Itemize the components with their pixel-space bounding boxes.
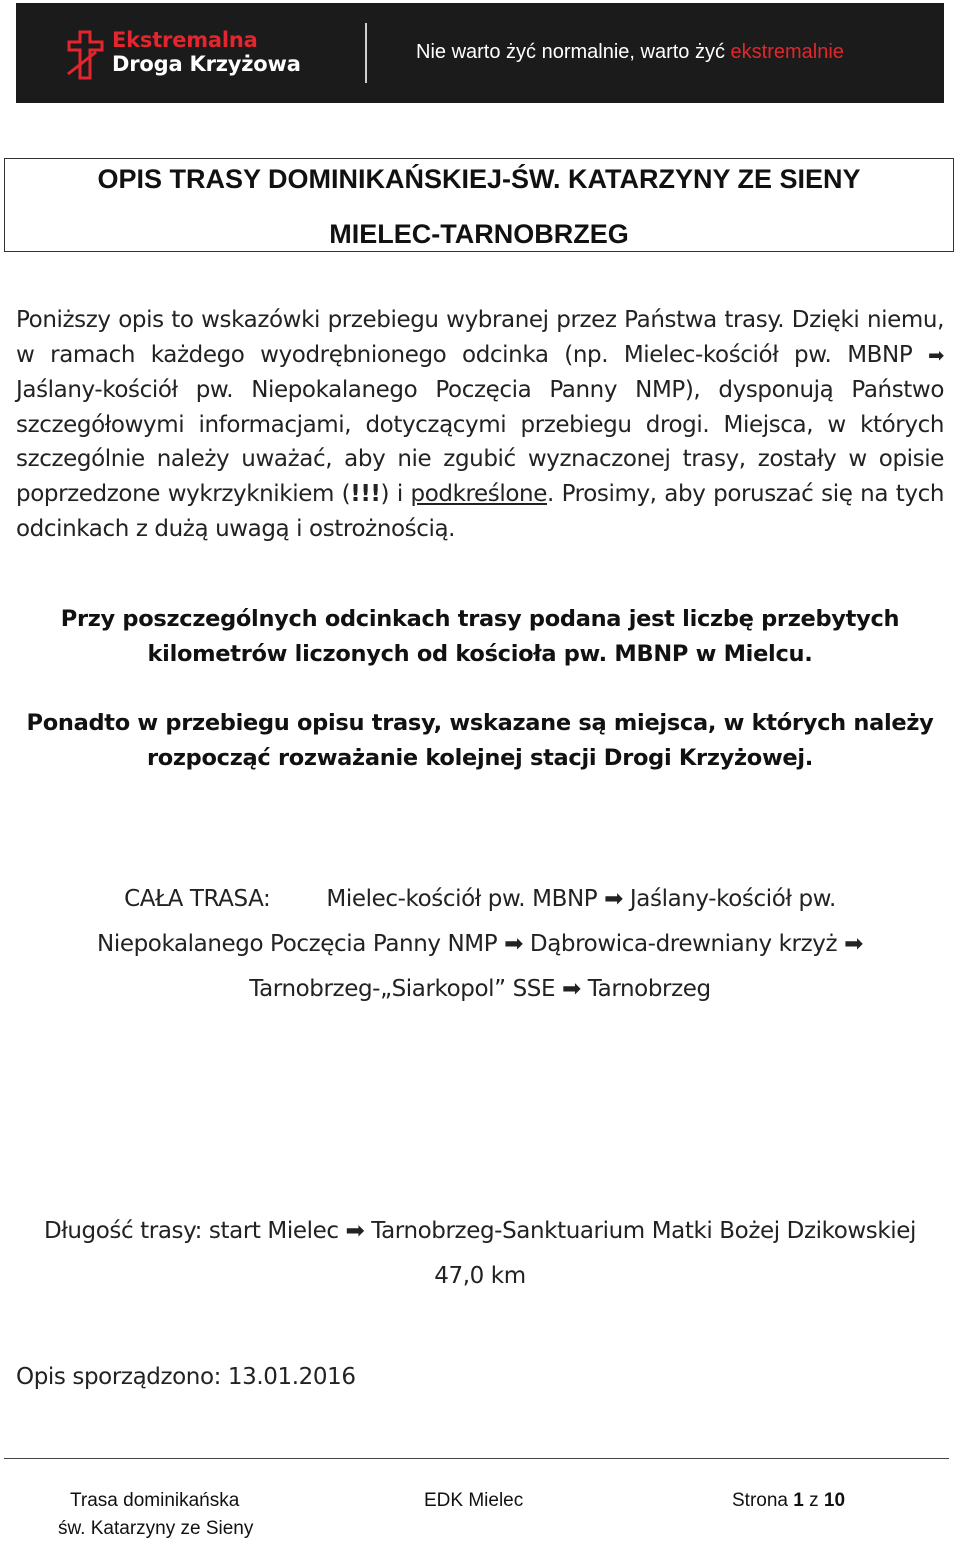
exclamation-marker: !!! (350, 480, 381, 507)
page-total: 10 (823, 1490, 846, 1511)
tagline-main: Nie warto żyć normalnie, warto żyć (416, 41, 731, 63)
logo-text-line1: Ekstremalna (112, 28, 258, 52)
km-note (16, 602, 944, 672)
page-separator: z (803, 1490, 824, 1511)
footer-divider (4, 1458, 949, 1459)
document-date: Opis sporządzono: 13.01.2016 (16, 1364, 356, 1390)
footer-route-name-line1: Trasa dominikańska (70, 1490, 240, 1511)
route-length-value: 47,0 km (434, 1263, 526, 1289)
intro-text-2: Jaślany-kościół pw. Niepokalanego Poczęcia Panny NMP), dysponują Państwo szczegółowymi informacjami, dotyczącymi przebiegu drogi. Miejsca, w których szczególnie należy uważać, aby nie zgubić wyznaczonej trasy, zostały w opisie poprzedzone wykrzyknikiem ( (16, 377, 944, 507)
document-title: OPIS TRASY DOMINIKAŃSKIEJ-ŚW. KATARZYNY ZE SIENY (97, 164, 861, 194)
km-note-line2: kilometrów liczonych od kościoła pw. MBNP w Mielcu. (147, 641, 813, 667)
intro-text-1: Poniższy opis to wskazówki przebiegu wybranej przez Państwa trasy. Dzięki niemu, w ramach każdego wyodrębnionego odcinka (np. Mielec-kościół pw. MBNP (16, 307, 944, 368)
header-banner (16, 3, 944, 103)
logo-text-line2: Droga Krzyżowa (112, 52, 301, 76)
page-current: 1 (793, 1490, 804, 1511)
route-label: CAŁA TRASA: (124, 886, 271, 912)
stations-note-line1: Ponadto w przebiegu opisu trasy, wskazane są miejsca, w których należy (26, 710, 934, 736)
footer-route-name-line2: św. Katarzyny ze Sieny (58, 1518, 254, 1539)
route-line-3: Tarnobrzeg-„Siarkopol” SSE ➡ Tarnobrzeg (249, 976, 711, 1002)
km-note-line1: Przy poszczególnych odcinkach trasy podana jest liczbę przebytych (60, 606, 900, 632)
title-box (4, 158, 954, 252)
route-line-1 (16, 886, 944, 912)
route-line-2: Niepokalanego Poczęcia Panny NMP ➡ Dąbrowica-drewniany krzyż ➡ (97, 931, 863, 957)
stations-note-line2: rozpocząć rozważanie kolejnej stacji Drogi Krzyżowej. (146, 745, 814, 771)
arrow-right-icon: ➡ (928, 343, 944, 367)
intro-text-4: . Prosimy, aby poruszać się na tych odcinkach z dużą uwagą i ostrożnością. (16, 480, 944, 542)
document-subtitle: MIELEC-TARNOBRZEG (329, 219, 629, 249)
cross-icon (66, 30, 106, 80)
banner-divider (365, 23, 367, 83)
route-length-label: Długość trasy: start Mielec ➡ Tarnobrzeg-Sanktuarium Matki Bożej Dzikowskiej (43, 1218, 917, 1244)
stations-note (16, 706, 944, 776)
page-prefix: Strona (732, 1490, 794, 1511)
footer-edk-name: EDK Mielec (424, 1490, 524, 1511)
route-text-1: Mielec-kościół pw. MBNP ➡ Jaślany-kościół pw. (326, 886, 836, 912)
tagline-accent: ekstremalnie (730, 41, 844, 63)
edk-logo (66, 28, 311, 83)
intro-paragraph (16, 303, 944, 546)
underlined-word: podkreślone (410, 480, 547, 507)
header-tagline (416, 41, 844, 64)
intro-text-3: ) i (380, 480, 411, 507)
footer-page-number (732, 1490, 845, 1512)
